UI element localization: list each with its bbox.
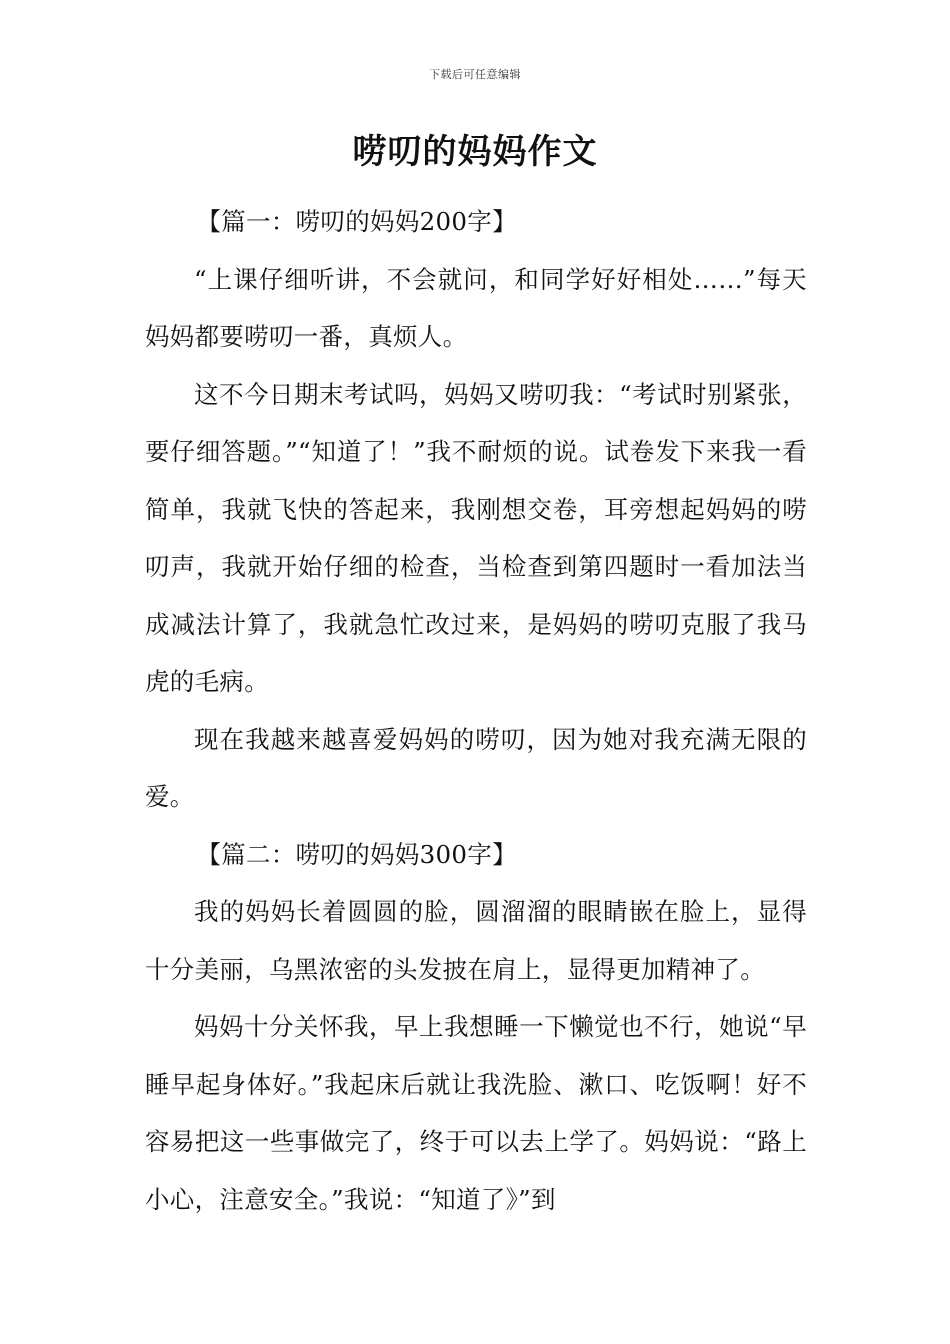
paragraph: 我的妈妈长着圆圆的脸，圆溜溜的眼睛嵌在脸上，显得十分美丽，乌黑浓密的头发披在肩上，显得更加精神了。 xyxy=(145,897,807,984)
paragraph: 现在我越来越喜爱妈妈的唠叨，因为她对我充满无限的爱。 xyxy=(145,724,807,811)
paragraph: “上课仔细听讲，不会就问，和同学好好相处……”每天妈妈都要唠叨一番，真烦人。 xyxy=(145,264,807,351)
document-body xyxy=(145,193,807,1228)
paragraph: 这不今日期末考试吗，妈妈又唠叨我：“考试时别紧张，要仔细答题。”“知道了！”我不耐烦的说。试卷发下来我一看简单，我就飞快的答起来，我刚想交卷，耳旁想起妈妈的唠叨声，我就开始仔细的检查，当检查到第四题时一看加法当成减法计算了，我就急忙改过来，是妈妈的唠叨克服了我马虎的毛病。 xyxy=(145,379,807,696)
paragraph: 妈妈十分关怀我，早上我想睡一下懒觉也不行，她说“早睡早起身体好。”我起床后就让我洗脸、漱口、吃饭啊！好不容易把这一些事做完了，终于可以去上学了。妈妈说：“路上小心，注意安全。”我说：“知道了》”到 xyxy=(145,1012,807,1214)
header-note: 下载后可任意编辑 xyxy=(429,68,521,81)
section-heading-2: 【篇二：唠叨的妈妈300字】 xyxy=(196,839,517,869)
document-title: 唠叨的妈妈作文 xyxy=(352,132,598,172)
section-heading-1: 【篇一：唠叨的妈妈200字】 xyxy=(196,207,517,236)
